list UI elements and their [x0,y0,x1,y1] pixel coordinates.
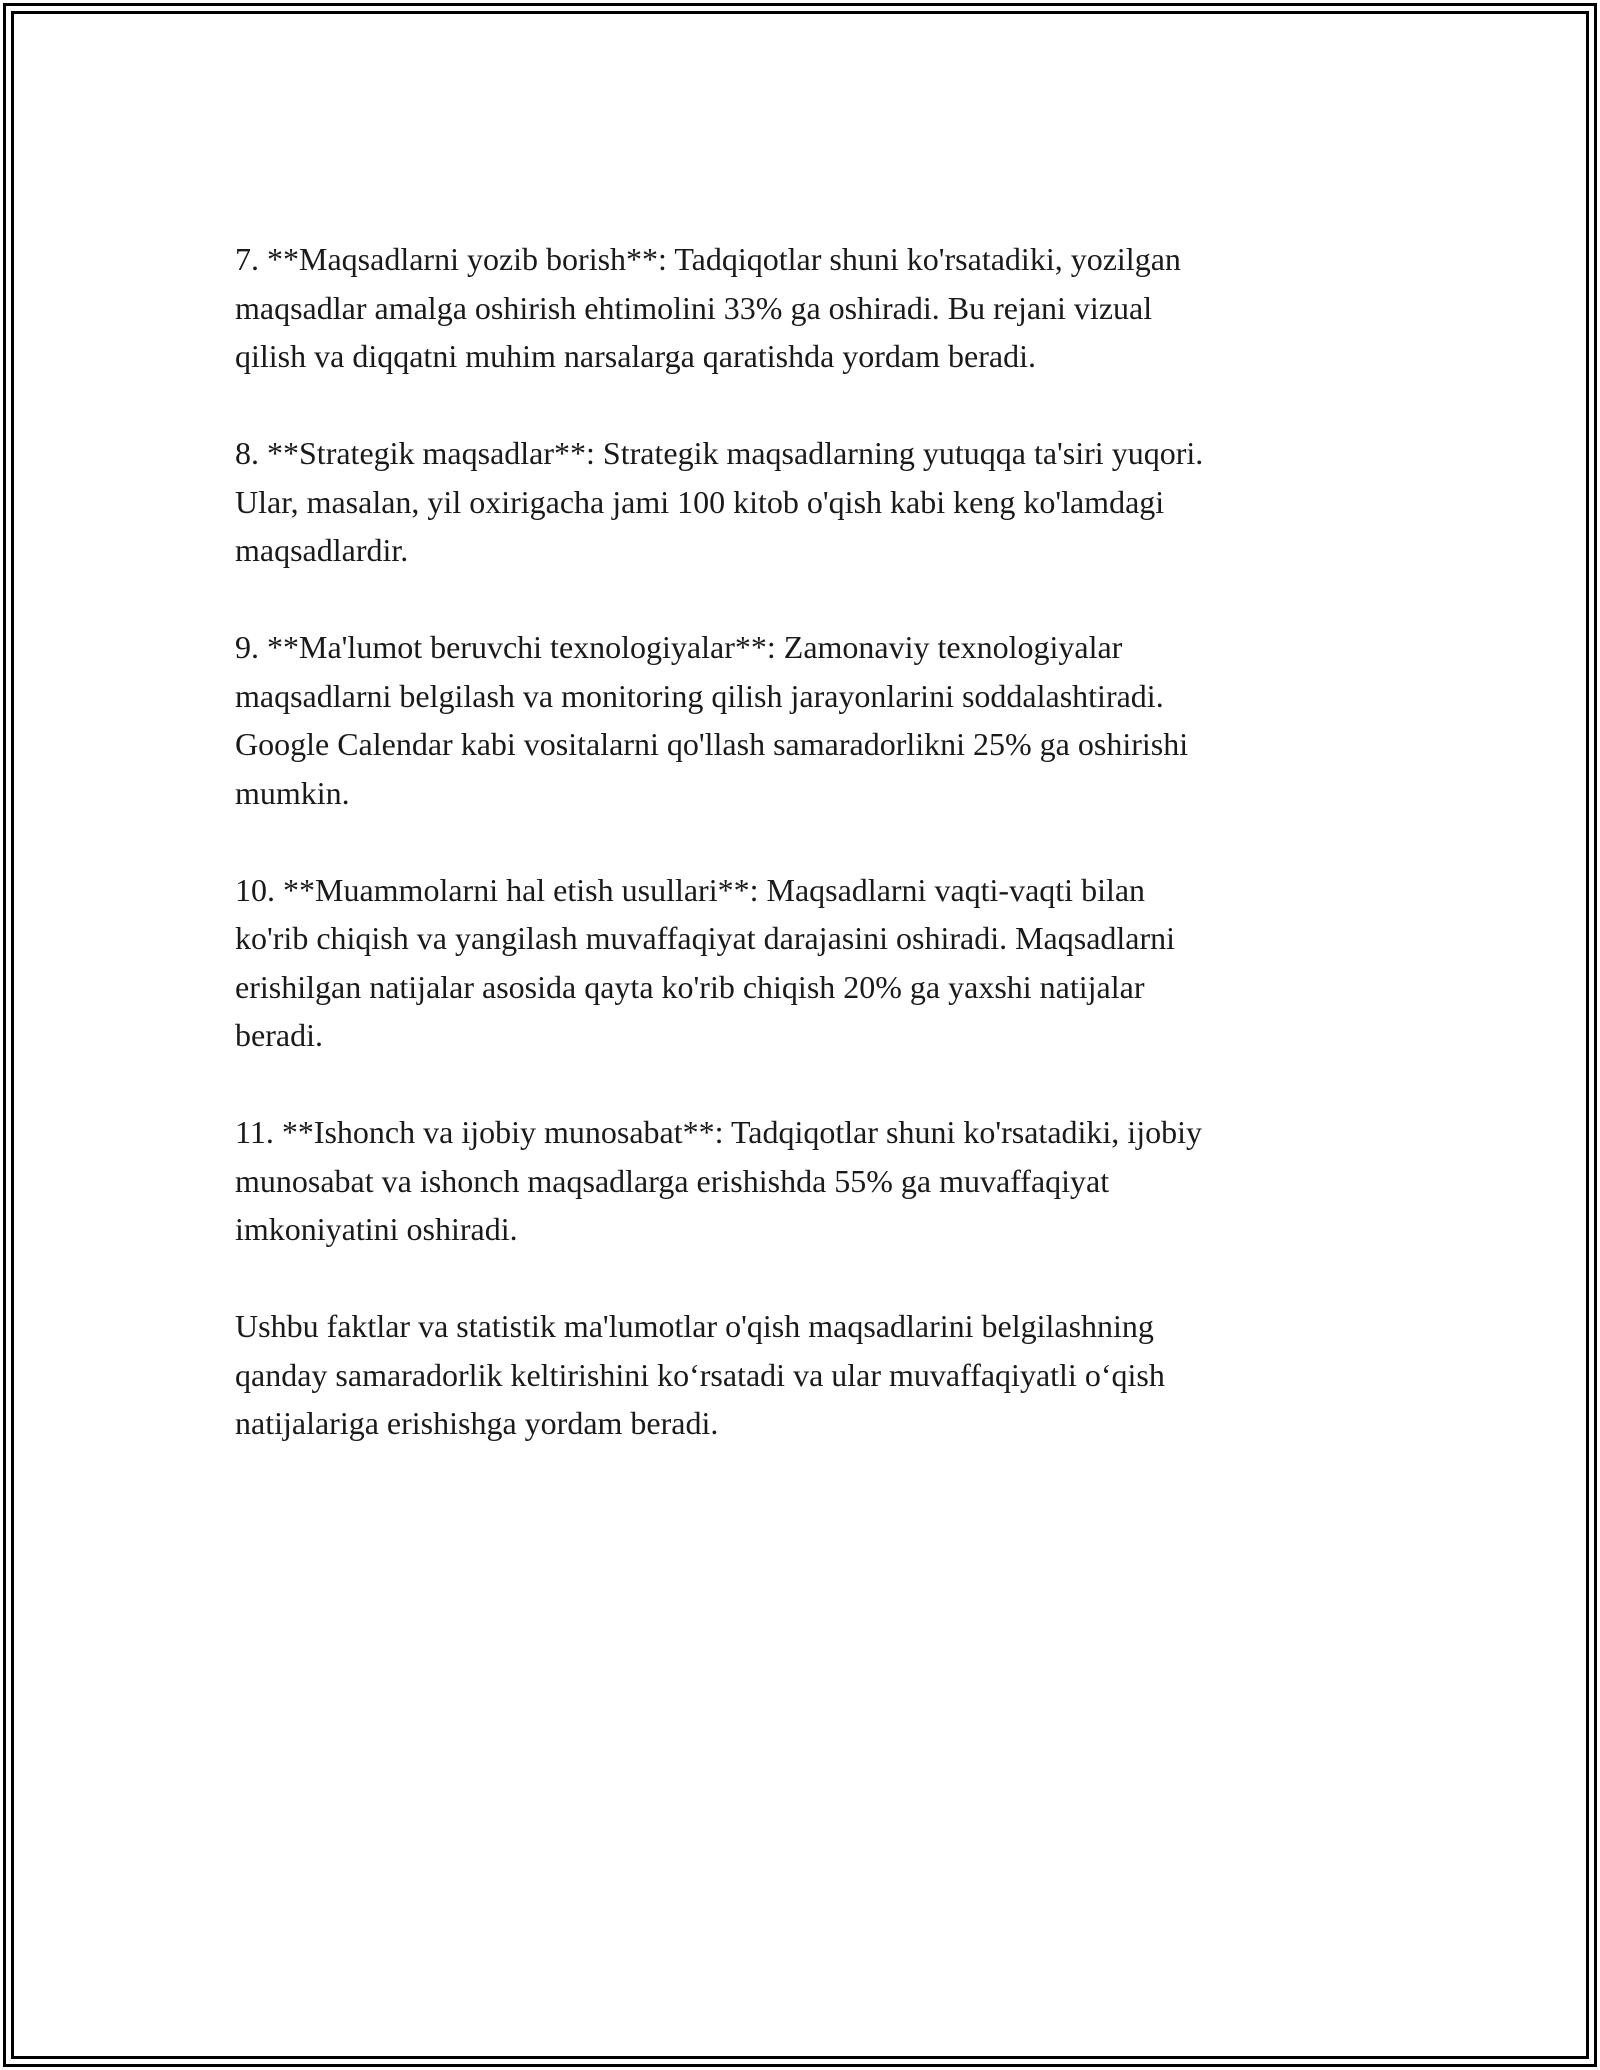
paragraph-item-10: 10. **Muammolarni hal etish usullari**: Maqsadlarni vaqti-vaqti bilan ko'rib chiqish va yangilash muvaffaqiyat darajasini oshiradi. Maqsadlarni erishilgan natijalar asosida qayta ko'rib chiqish 20% ga yaxshi natijalar beradi. [235,871,1176,1053]
paragraph-item-8: 8. **Strategik maqsadlar**: Strategik maqsadlarning yutuqqa ta'siri yuqori. Ular, masalan, yil oxirigacha jami 100 kitob o'qish kabi keng ko'lamdagi maqsadlardir. [235,435,1204,568]
paragraph-item-7: 7. **Maqsadlarni yozib borish**: Tadqiqotlar shuni ko'rsatadiki, yozilgan maqsadlar amalga oshirish ehtimolini 33% ga oshiradi. Bu rejani vizual qilish va diqqatni muhim narsalarga qaratishda yordam beradi. [235,241,1181,374]
paragraph-item-11: 11. **Ishonch va ijobiy munosabat**: Tadqiqotlar shuni ko'rsatadiki, ijobiy munosabat va ishonch maqsadlarga erishishda 55% ga muvaffaqiyat imkoniyatini oshiradi. [235,1114,1202,1247]
paragraph-item-9: 9. **Ma'lumot beruvchi texnologiyalar**: Zamonaviy texnologiyalar maqsadlarni belgilash va monitoring qilish jarayonlarini soddalashtiradi. Google Calendar kabi vositalarni qo'llash samaradorlikni 25% ga oshirishi mumkin. [235,629,1189,811]
document-body [235,235,1375,1448]
paragraph-conclusion: Ushbu faktlar va statistik ma'lumotlar o'qish maqsadlarini belgilashning qanday samaradorlik keltirishini ko‘rsatadi va ular muvaffaqiyatli o‘qish natijalariga erishishga yordam beradi. [235,1308,1165,1441]
